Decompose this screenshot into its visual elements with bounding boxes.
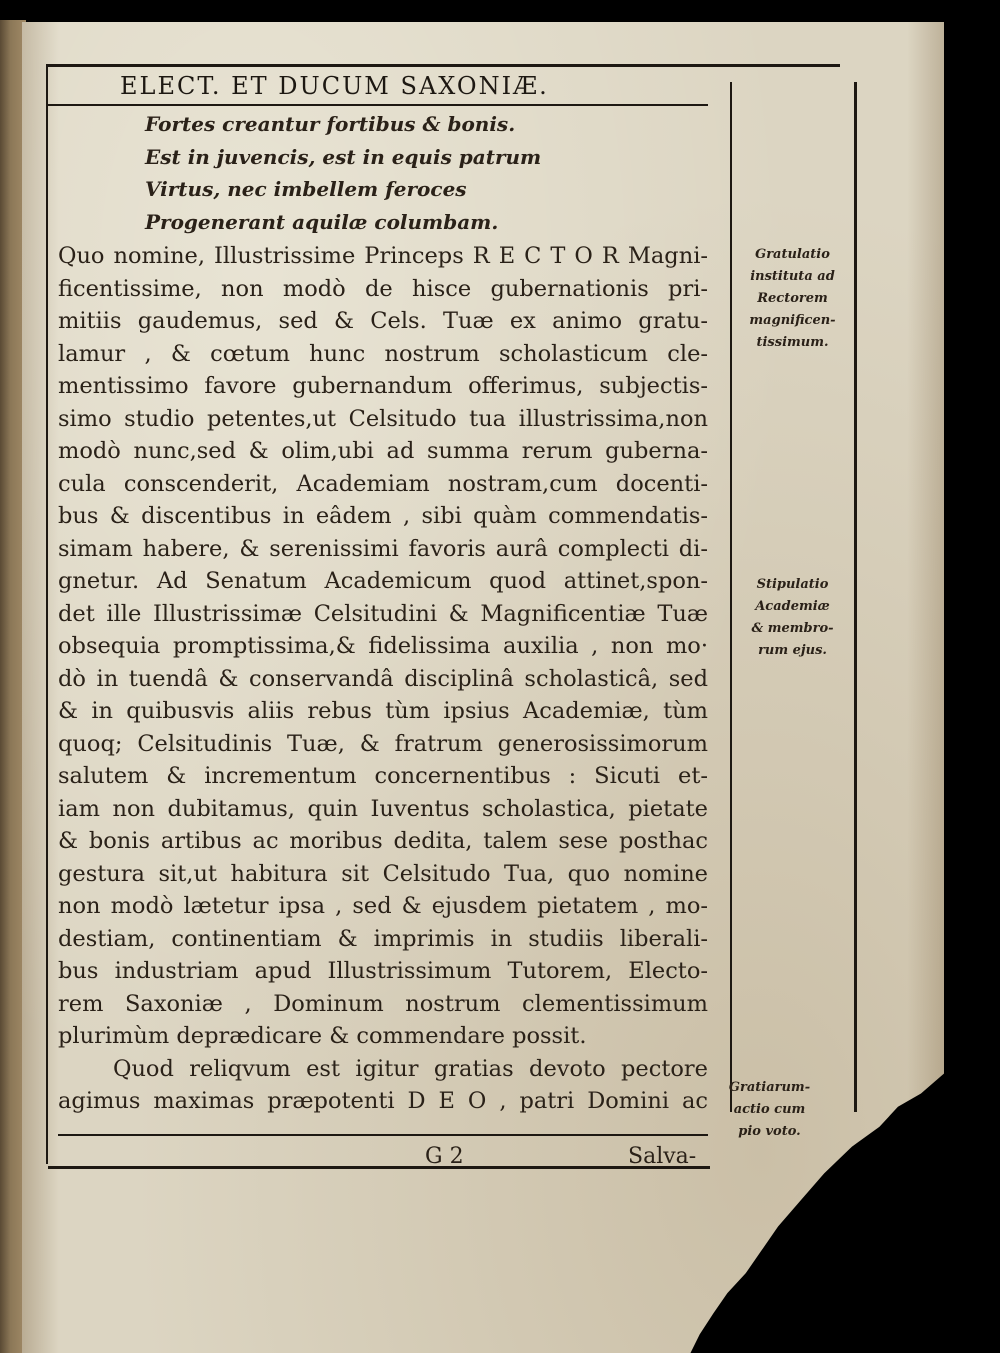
marginal-note-line: & membro- <box>751 621 834 636</box>
running-header: ELECT. ET DUCUM SAXONIÆ. <box>120 72 549 100</box>
body-line: Quod reliqvum est igitur gratias devoto pectore <box>113 1055 708 1082</box>
body-line: salutem & incrementum concernentibus : Sicuti et- <box>58 763 708 789</box>
body-line: simam habere, & serenissimi favoris aurâ complecti di- <box>58 535 708 562</box>
body-line: lamur , & cœtum hunc nostrum scholasticum cle- <box>58 340 708 367</box>
body-line: destiam, continentiam & imprimis in studiis liberali- <box>58 925 708 952</box>
signature-mark: G 2 <box>425 1144 464 1169</box>
verse-line: Fortes creantur fortibus & bonis. <box>145 112 516 136</box>
body-line: modò nunc,sed & olim,ubi ad summa rerum guberna- <box>58 438 708 464</box>
body-text <box>58 240 708 1118</box>
body-line: simo studio petentes,ut Celsitudo tua illustrissima,non <box>58 405 708 432</box>
header-rule <box>48 104 708 106</box>
body-line: rem Saxoniæ , Dominum nostrum clementissimum <box>58 990 708 1017</box>
verse-line: Est in juvencis, est in equis patrum <box>145 144 542 169</box>
marginal-note-line: tissimum. <box>756 335 829 350</box>
body-line: dò in tuendâ & conservandâ disciplinâ scholasticâ, sed <box>58 665 708 692</box>
marginal-note-line: rum ejus. <box>758 643 827 658</box>
body-line: det ille Illustrissimæ Celsitudini & Magnificentiæ Tuæ <box>58 600 708 627</box>
marginal-note-line: Gratiarum- <box>728 1080 811 1095</box>
top-rule <box>48 64 840 67</box>
marginal-note-stipulatio <box>735 574 850 662</box>
body-line: iam non dubitamus, quin Iuventus scholastica, pietate <box>58 795 708 822</box>
body-line: Quo nomine, Illustrissime Princeps R E C T O R Magni- <box>58 243 708 269</box>
body-line: gnetur. Ad Senatum Academicum quod attinet,spon- <box>58 568 708 594</box>
marginal-note-line: Academiæ <box>755 599 830 614</box>
margin-rule-inner <box>730 82 732 1112</box>
bottom-rule-inner <box>58 1134 708 1136</box>
left-border <box>46 64 48 1164</box>
verse-line: Virtus, nec imbellem feroces <box>145 177 467 201</box>
marginal-note-line: pio voto. <box>738 1124 801 1139</box>
marginal-note-line: magnificen- <box>749 313 836 328</box>
body-line: agimus maximas præpotenti D E O , patri Domini ac <box>58 1088 708 1114</box>
margin-rule-outer <box>854 82 857 1112</box>
body-line: & in quibusvis aliis rebus tùm ipsius Academiæ, tùm <box>58 698 708 724</box>
body-line: bus industriam apud Illustrissimum Tutorem, Electo- <box>58 958 708 984</box>
marginal-note-line: Rectorem <box>757 291 828 306</box>
body-line: plurimùm deprædicare & commendare possit. <box>58 1023 587 1049</box>
body-line: mentissimo favore gubernandum offerimus, subjectis- <box>58 373 708 399</box>
verse-quotation <box>145 108 645 238</box>
catchword: Salva- <box>628 1144 697 1169</box>
body-line: obsequia promptissima,& fidelissima auxilia , non mo· <box>58 633 708 659</box>
marginal-note-gratulatio <box>735 244 850 354</box>
marginal-note-line: Stipulatio <box>756 577 829 592</box>
body-line: mitiis gaudemus, sed & Cels. Tuæ ex animo gratu- <box>58 308 708 334</box>
body-line: & bonis artibus ac moribus dedita, talem sese posthac <box>58 828 708 854</box>
body-line: quoq; Celsitudinis Tuæ, & fratrum generosissimorum <box>58 730 708 757</box>
body-line: non modò lætetur ipsa , sed & ejusdem pietatem , mo- <box>58 893 708 919</box>
marginal-note-line: instituta ad <box>750 269 835 284</box>
bottom-rule-outer <box>48 1166 710 1169</box>
marginal-note-gratiarum <box>712 1077 827 1143</box>
body-line: cula conscenderit, Academiam nostram,cum docenti- <box>58 470 708 497</box>
marginal-note-line: actio cum <box>733 1102 806 1117</box>
body-line: bus & discentibus in eâdem , sibi quàm commendatis- <box>58 503 708 529</box>
marginal-note-line: Gratulatio <box>755 247 830 262</box>
body-line: gestura sit,ut habitura sit Celsitudo Tua, quo nomine <box>58 860 708 887</box>
body-line: ficentissime, non modò de hisce gubernationis pri- <box>58 275 708 302</box>
verse-line: Progenerant aquilæ columbam. <box>145 209 499 234</box>
